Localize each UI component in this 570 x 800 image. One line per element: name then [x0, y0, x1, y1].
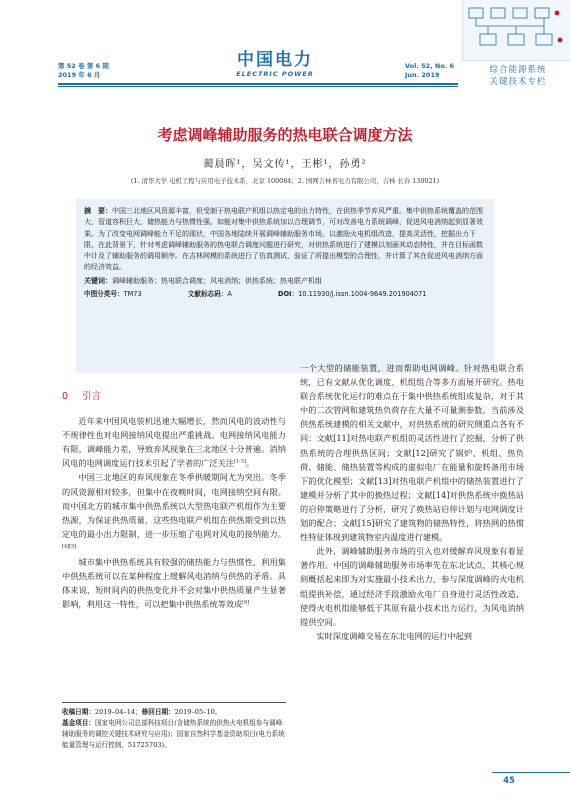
abstract-paragraph: [84, 206, 486, 274]
section-number: 0: [62, 391, 69, 402]
footnote-fund: [62, 718, 286, 751]
citation: [4]: [62, 543, 70, 550]
body-text: 近年来中国风电装机迅速大幅增长，然而风电的波动性与不规律性也对电网接纳风电提出严重挑战。电网接纳风电能力有限，调峰能力差，导致弃风现象在三北地区十分普遍。消纳风电的电网调度运行技术引起了学者的广泛关注: [62, 416, 286, 469]
abstract-text: 中国三北地区风资源丰富，但受制于热电联产机组以热定电的出力特性，在供热季节弃风严重。集中供热系统覆盖的范围大，管道容积巨大，储热能力与热惯性强。如能对集中供热系统加以合理调节，可对改善电力系统调峰，促进风电消纳起到显著效果。为了改变电网调峰能力不足的现状，中国各地陆续开展调峰辅助服务市场，以激励火电机组改造，提高灵活性，挖掘出力下限。在此背景下，针对考虑调峰辅助服务的热电联合调度问题进行研究，对供热系统进行了建模以刻画其动态特性，并在目标函数中计及了辅助服务的调用顺序。在吉林网模的系统进行了仿真测试，验证了所提出模型的合理性，并计算了其在促进风电消纳方面的经济效益。: [84, 207, 483, 272]
header-volume-en: [405, 62, 454, 80]
body-left-column: [62, 390, 286, 611]
diagram-block: [536, 34, 552, 45]
doc-code-item: [188, 290, 254, 298]
diagram-connectors: [476, 18, 544, 34]
diagram-block: [491, 8, 505, 18]
abstract-content: [84, 206, 486, 300]
citation: [6]: [242, 599, 250, 606]
body-text: 城市集中供热系统具有较强的储热能力与热惯性，利用集中供热系统可以在某种程度上缓解风电消纳与供热的矛盾。具体来说，短时间内的供热变化并不会对集中供热质量产生显著影响，利用这一特性，可以把集中供热系统等效成: [62, 557, 286, 610]
special-column-line2: 关键技术专栏: [489, 77, 547, 87]
doi-item: [278, 290, 449, 298]
system-diagram-graphic: [463, 0, 570, 60]
fund-label: 基金项目：: [62, 719, 95, 727]
special-column-label: [468, 64, 568, 88]
body-paragraph: 实时深度调峰交易在东北电网的运行中起到: [316, 630, 472, 641]
classification-line: [84, 289, 486, 300]
diagram-block: [480, 34, 496, 45]
footnote-rule: [62, 702, 286, 703]
header-rule: [58, 83, 458, 85]
diagram-node: [558, 38, 563, 43]
citation: [5]: [69, 543, 77, 550]
body-paragraph: 一个大型的储能装置，进而帮助电网调峰。针对热电联合系统，已有文献从优化调度、机组组合等多方面展开研究。热电联合系统优化运行的难点在于集中供热系统组成复杂，对于其中的二次管网和建筑热负荷存在大量不可量测参数。当前涉及供热系统建模的相关文献中，对供热系统的研究侧重点各有不同：文献[11]对热电联产机组的灵活性进行了挖掘，分析了供热系统的合理供热区间；文献[12]研究了锅炉、机组、热负荷、储能、储热装置等构成的虚拟电厂在能量和旋转备用市场下的优化模型；文献[13]对热电联产机组中的储热装置进行了建模并分析了其中的换热过程；文献[14]对供热系统中换热站的启停策略进行了分析，研究了换热站启停计划与电网调度计划的配合；文献[15]研究了建筑物的储热特性，将热网的热惯性特征体现到建筑物室内温度进行建模。: [300, 363, 524, 543]
journal-name-cn: 中国电力: [237, 50, 313, 70]
page-number-rule: [492, 772, 570, 773]
revised-label: 修回日期：: [141, 708, 175, 716]
header-rule-thin: [58, 86, 458, 87]
body-paragraph: [62, 555, 286, 611]
received-label: 收稿日期：: [62, 708, 95, 716]
clc-item: [84, 290, 164, 298]
doc-code-value: A: [227, 290, 232, 299]
header-date-en: Jun. 2019: [405, 71, 440, 79]
diagram-node: [555, 11, 560, 16]
header-vol-en: Vol. 52, No. 6: [405, 62, 455, 70]
diagram-block: [513, 8, 527, 18]
journal-name-en: ELECTRIC POWER: [236, 70, 314, 78]
footnote-dates: 收稿日期：2019–04–14；修回日期：2019–05–10。: [62, 708, 222, 716]
doi-value: 10.11930/j.issn.1004-9649.201904071: [298, 290, 427, 299]
keywords-text: 调峰辅助服务；热电联合调度；风电消纳；供热系统；热电联产机组: [112, 276, 322, 285]
section-heading: [62, 390, 286, 404]
body-paragraph: 近年来中国风电装机迅速大幅增长，然而风电的波动性与不规律性也对电网接纳风电提出严重挑战。电网接纳风电能力有限，调峰能力差，导致弃风现象在三北地区十分普遍。消纳风电的电网调度运行技术引起了学者的广泛关注[1-3]。: [62, 416, 286, 469]
revised-date: 2019–05–10。: [174, 708, 222, 716]
keywords-label: 关键词：: [84, 276, 112, 285]
abstract-label: 摘 要：: [84, 207, 112, 215]
body-right-column: [300, 361, 524, 643]
special-column-line1: 综合能源系统: [489, 65, 547, 75]
fund-text: 国家电网公司总部科技项目(含储热系统的供热火电机组参与调峰辅助服务的调控关键技术研究与应用)；国家自然科学基金资助项目(电力系统能量管理与运行控制，51725703)。: [62, 719, 285, 749]
header-date-cn: 2019 年 6 月: [58, 71, 101, 79]
journal-masthead: [200, 50, 350, 78]
paper-authors: 蔺晨晖¹，吴文传¹，王彬¹，孙勇²: [203, 159, 367, 170]
energy-system-diagram-thumbnail: [462, 0, 570, 61]
received-date: 2019–04–14: [94, 708, 136, 716]
doi-label: DOI：: [277, 290, 299, 299]
page-number: 45: [503, 776, 515, 786]
header-vol-cn: 第 52 卷 第 6 期: [58, 62, 109, 70]
footnote: [62, 707, 286, 751]
clc-label: 中图分类号：: [84, 290, 124, 299]
citation: [1-3]: [233, 458, 246, 465]
body-paragraph: [62, 470, 286, 555]
body-text: 中国三北地区的弃风现象在冬季供暖期间尤为突出。冬季的风资源相对较多，但集中在夜晚时间，电网接纳空间有限。而中国北方的城市集中供热系统以大型热电联产机组作为主要热源，为保证供热质量，这些热电联产机组在供热期受到以热定电的最小出力限制，进一步压缩了电网对风电的接纳能力。: [62, 472, 286, 539]
diagram-block: [469, 8, 483, 18]
header-volume-cn: [58, 62, 109, 80]
diagram-block: [535, 8, 549, 18]
body-paragraph: 此外，调峰辅助服务市场的引入也对缓解弃风现象有着显著作用。中国的调峰辅助服务市场率先在东北试点，其核心规则概括起来即为对实施最小技术出力、参与深度调峰的火电机组提供补偿，通过经济手段激励火电厂自身进行灵活性改造，使得火电机组能够低于其原有最小技术出力运行，为风电消纳提供空间。: [300, 546, 524, 627]
clc-value: TM73: [123, 290, 142, 299]
doc-code-label: 文献标志码：: [187, 290, 228, 299]
section-title: 引言: [82, 391, 102, 402]
paper-affiliation: (1. 清华大学 电机工程与应用电子技术系，北京 100084；2. 国网吉林省电力有限公司，吉林 长春 130021): [130, 177, 440, 185]
keywords-line: [84, 276, 486, 287]
diagram-block: [508, 34, 524, 45]
paper-title: 考虑调峰辅助服务的热电联合调度方法: [157, 126, 413, 144]
